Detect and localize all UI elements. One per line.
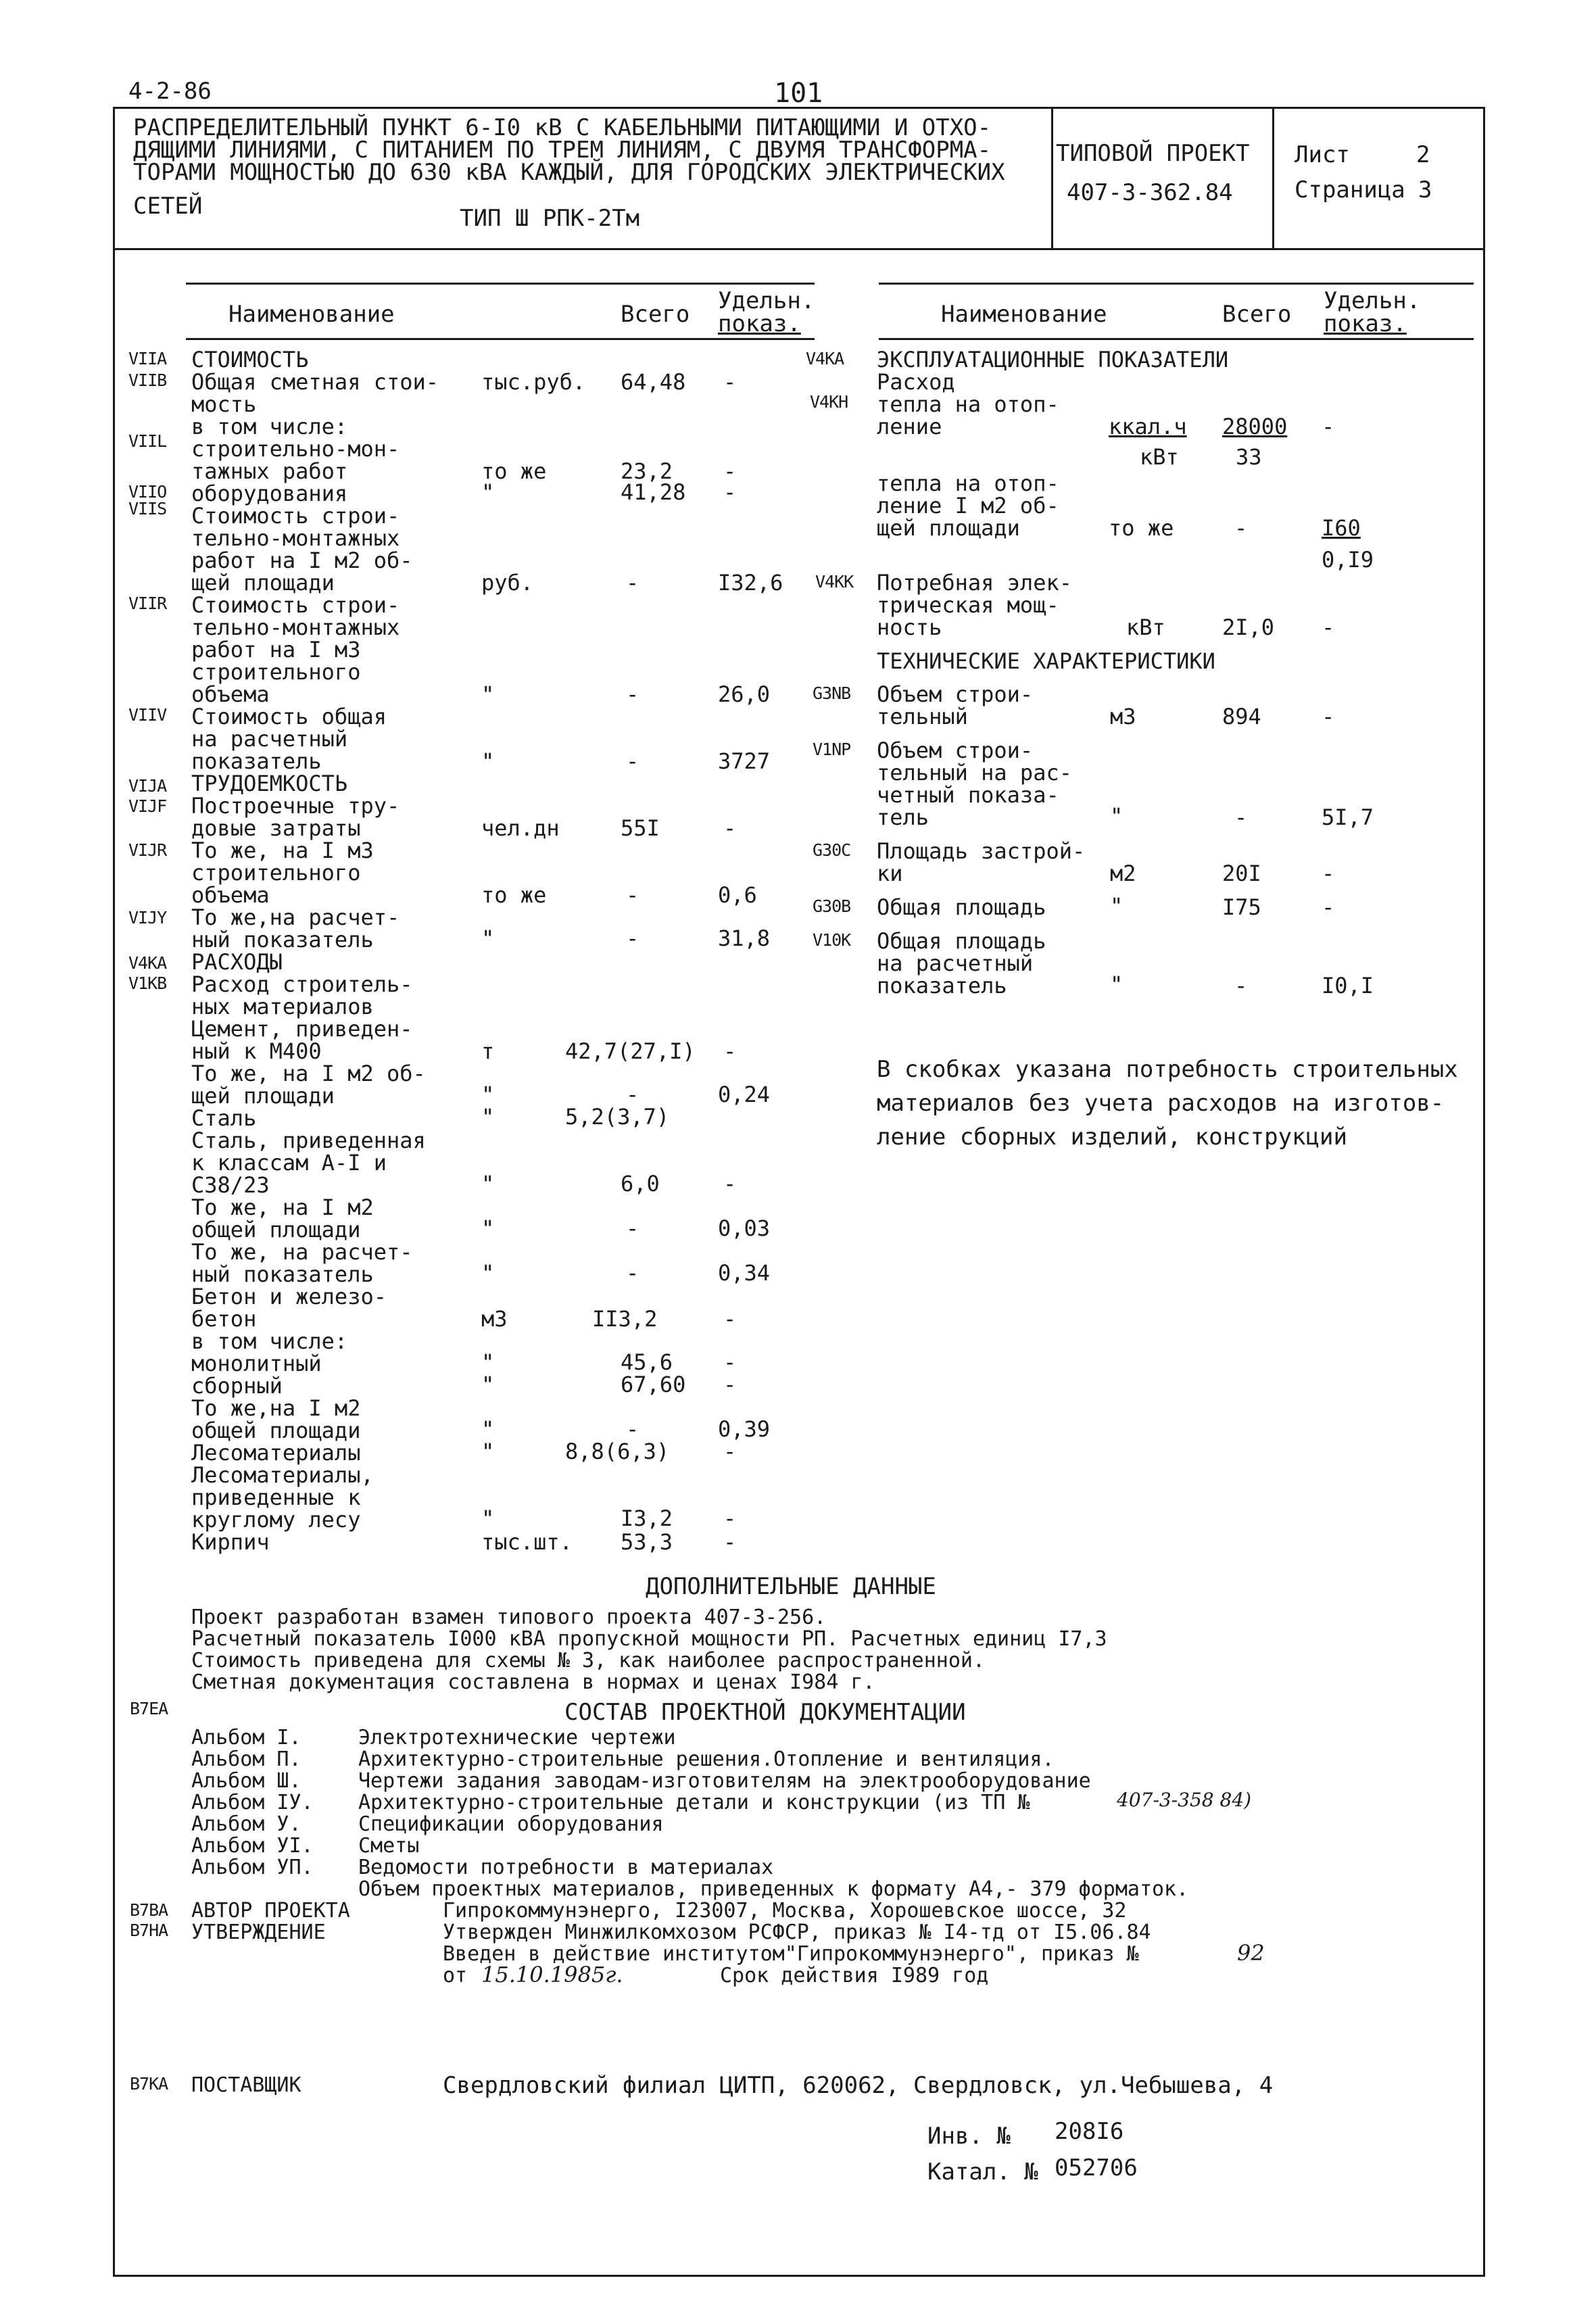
- album-label: Альбом Ш.: [191, 1769, 301, 1793]
- row-unit: ": [481, 1416, 495, 1442]
- row-unit: то же: [1109, 515, 1174, 541]
- row-total: -: [626, 925, 639, 951]
- row-name: Площадь застрой-: [877, 838, 1086, 864]
- row-name: оборудования: [191, 481, 348, 506]
- row-name: ный показатель: [191, 927, 374, 952]
- row-code: VIIB: [128, 370, 167, 390]
- row-specific: 3727: [718, 748, 771, 774]
- row-name: РАСХОДЫ: [191, 949, 283, 975]
- row-name: тельный на рас-: [877, 760, 1072, 786]
- row-name: То же, на расчет-: [191, 1239, 413, 1265]
- row-name: бетон: [191, 1306, 257, 1332]
- row-name: в том числе:: [191, 1328, 348, 1354]
- row-total: -: [626, 681, 639, 707]
- row-specific: 0,I9: [1322, 547, 1374, 573]
- approval-label: УТВЕРЖДЕНИЕ: [191, 1921, 326, 1944]
- row-name: Объем строи-: [877, 681, 1034, 707]
- corner-code: 4-2-86: [128, 78, 212, 105]
- row-name: Объем строи-: [877, 738, 1034, 763]
- album-label: Альбом УI.: [191, 1834, 314, 1858]
- row-name: ление: [877, 414, 942, 439]
- header-divider: [113, 248, 1485, 250]
- additional-line: Стоимость приведена для схемы № 3, как наиболее распространенной.: [191, 1649, 985, 1672]
- row-name: тельно-монтажных: [191, 614, 400, 640]
- inv-value: 208I6: [1055, 2118, 1124, 2145]
- row-name: показатель: [191, 748, 322, 774]
- supplier-code: B7KA: [130, 2074, 168, 2094]
- row-unit: ": [481, 1104, 495, 1130]
- sheet-value: 2: [1416, 141, 1430, 168]
- row-code: VIIV: [128, 705, 167, 725]
- row-unit: м2: [1110, 861, 1136, 886]
- row-total: 894: [1222, 704, 1261, 729]
- row-name: То же, на I м2: [191, 1195, 374, 1220]
- row-name: монолитный: [191, 1351, 322, 1376]
- row-total: 6,0: [621, 1171, 660, 1197]
- row-total: 23,2: [621, 458, 673, 484]
- row-name: ТЕХНИЧЕСКИЕ ХАРАКТЕРИСТИКИ: [877, 648, 1215, 674]
- row-unit: ": [481, 925, 495, 951]
- row-total: 33: [1236, 444, 1262, 470]
- row-name: общей площади: [191, 1217, 361, 1243]
- left-header-specific: показ.: [718, 310, 801, 337]
- row-unit: ": [481, 1082, 495, 1107]
- row-specific: I60: [1322, 515, 1361, 541]
- row-specific: 0,34: [718, 1260, 771, 1286]
- author-text: Гипрокоммунэнерго, I23007, Москва, Хорошевское шоссе, 32: [443, 1899, 1127, 1923]
- additional-line: Расчетный показатель I000 кВА пропускной мощности РП. Расчетных единиц I7,3: [191, 1627, 1107, 1651]
- row-name: Общая сметная стои-: [191, 369, 439, 395]
- album-text: Ведомости потребности в материалах: [358, 1856, 774, 1879]
- row-unit: ": [1110, 803, 1123, 829]
- album-text: Чертежи задания заводам-изготовителям на электрооборудование: [358, 1769, 1091, 1793]
- row-name: Построечные тру-: [191, 793, 400, 819]
- row-code: V1NP: [813, 740, 851, 759]
- row-specific: -: [723, 369, 737, 395]
- row-specific: -: [723, 1349, 737, 1375]
- row-unit: тыс.шт.: [481, 1529, 573, 1555]
- row-total: -: [1234, 973, 1248, 998]
- album-text: Электротехнические чертежи: [358, 1726, 676, 1750]
- row-specific: -: [723, 1505, 737, 1531]
- author-label: АВТОР ПРОЕКТА: [191, 1899, 350, 1923]
- row-name: приведенные к: [191, 1485, 361, 1510]
- row-specific: -: [1322, 614, 1335, 640]
- row-name: ление I м2 об-: [877, 493, 1059, 518]
- validity: Срок действия I989 год: [720, 1964, 989, 1987]
- row-name: Расход: [877, 369, 955, 395]
- approval-line: Утвержден Минжилкомхозом РСФСР, приказ № I4-тд от I5.06.84: [443, 1921, 1151, 1944]
- row-total: 53,3: [621, 1529, 673, 1555]
- row-code: VIIA: [128, 349, 167, 368]
- row-name: тепла на отоп-: [877, 391, 1059, 417]
- header-vdivider-1: [1051, 107, 1053, 249]
- note-line: ление сборных изделий, конструкций: [877, 1124, 1347, 1151]
- row-total: 8,8(6,3): [565, 1439, 670, 1464]
- row-name: Общая площадь: [877, 928, 1046, 954]
- row-name: на расчетный: [191, 726, 348, 752]
- row-unit: ": [481, 1171, 495, 1197]
- supplier-label: ПОСТАВЩИК: [191, 2073, 301, 2097]
- row-name: на расчетный: [877, 950, 1034, 976]
- row-name: тажных работ: [191, 458, 348, 484]
- row-code: VIIL: [128, 431, 167, 451]
- row-unit: кВт: [1126, 614, 1165, 640]
- note-line: В скобках указана потребность строительных: [877, 1056, 1458, 1083]
- row-unit: ": [1110, 971, 1123, 997]
- row-total: 41,28: [621, 479, 686, 505]
- row-unit: ": [481, 1372, 495, 1397]
- row-specific: -: [723, 1038, 737, 1064]
- row-code: VIJF: [128, 796, 167, 816]
- album-label: Альбом IУ.: [191, 1791, 314, 1814]
- row-name: Потребная элек-: [877, 570, 1072, 596]
- row-unit: то же: [481, 458, 547, 484]
- header-vdivider-2: [1272, 107, 1274, 249]
- row-code: VIJA: [128, 776, 167, 796]
- row-name: То же, на I м2 об-: [191, 1061, 426, 1086]
- row-code: G30C: [813, 840, 851, 860]
- row-specific: -: [1322, 704, 1335, 729]
- docs-heading: СОСТАВ ПРОЕКТНОЙ ДОКУМЕНТАЦИИ: [564, 1699, 966, 1726]
- row-name: ТРУДОЕМКОСТЬ: [191, 771, 348, 796]
- row-total: 64,48: [621, 369, 686, 395]
- row-name: Стоимость строи-: [191, 503, 400, 529]
- row-unit: ккал.ч: [1109, 414, 1187, 439]
- row-name: к классам А-I и: [191, 1150, 387, 1176]
- row-name: общей площади: [191, 1418, 361, 1443]
- row-name: трическая мощ-: [877, 592, 1059, 618]
- row-specific: 0,03: [718, 1215, 771, 1241]
- row-name: Стоимость строи-: [191, 592, 400, 618]
- left-table-top-rule: [186, 283, 815, 285]
- row-unit: ": [481, 1215, 495, 1241]
- docs-code: B7EA: [130, 1699, 168, 1718]
- row-name: Общая площадь: [877, 894, 1046, 920]
- row-name: в том числе:: [191, 414, 348, 439]
- row-total: -: [626, 1215, 639, 1241]
- row-name: четный показа-: [877, 782, 1059, 808]
- row-specific: 26,0: [718, 681, 771, 707]
- right-header-name: Наименование: [941, 301, 1107, 328]
- row-total: I3,2: [621, 1505, 673, 1531]
- row-code: G3NB: [813, 683, 851, 703]
- catalog-value: 052706: [1055, 2154, 1138, 2181]
- row-name: Стоимость общая: [191, 704, 387, 729]
- header-title-line: ДЯЩИМИ ЛИНИЯМИ, С ПИТАНИЕМ ПО ТРЕМ ЛИНИЯМ, С ДВУМЯ ТРАНСФОРМА-: [133, 137, 992, 164]
- right-table-top-rule: [879, 283, 1474, 285]
- row-specific: -: [1322, 861, 1335, 886]
- row-total: I75: [1222, 894, 1261, 920]
- row-code: G30B: [813, 896, 851, 916]
- row-name: Сталь: [191, 1105, 257, 1131]
- row-name: тепла на отоп-: [877, 471, 1059, 496]
- row-name: объема: [191, 681, 270, 707]
- row-code: V10K: [813, 930, 851, 950]
- row-name: Расход строитель-: [191, 971, 413, 997]
- header-title-line: РАСПРЕДЕЛИТЕЛЬНЫЙ ПУНКТ 6-I0 кВ С КАБЕЛЬНЫМИ ПИТАЮЩИМИ И ОТХО-: [133, 114, 992, 141]
- row-code: VIIS: [128, 499, 167, 518]
- row-name: ный к М400: [191, 1038, 322, 1064]
- catalog-label: Катал. №: [927, 2158, 1038, 2186]
- left-table-header-rule: [186, 338, 815, 340]
- row-specific: -: [723, 479, 737, 505]
- approval-date-handwritten: 15.10.1985г.: [481, 1962, 623, 1987]
- row-specific: -: [723, 1529, 737, 1555]
- row-specific: -: [723, 1171, 737, 1197]
- page-label: Страница: [1295, 176, 1405, 203]
- row-unit: ": [481, 479, 495, 505]
- additional-line: Проект разработан взамен типового проекта 407-3-256.: [191, 1606, 827, 1629]
- row-code: V4KA: [806, 349, 844, 368]
- row-total: -: [1234, 804, 1248, 830]
- left-header-name: Наименование: [228, 301, 395, 328]
- row-specific: -: [723, 458, 737, 484]
- row-name: Сталь, приведенная: [191, 1128, 426, 1153]
- right-header-specific: Удельн.: [1324, 287, 1421, 314]
- row-total: 45,6: [621, 1349, 673, 1375]
- album-label: Альбом П.: [191, 1747, 301, 1771]
- row-unit: м3: [481, 1306, 508, 1332]
- row-name: С38/23: [191, 1172, 270, 1198]
- approval-code: B7HA: [130, 1921, 168, 1940]
- album-text: Архитектурно-строительные детали и конструкции (из ТП №: [358, 1791, 1030, 1814]
- album-text: Сметы: [358, 1834, 420, 1858]
- row-unit: т: [481, 1038, 495, 1064]
- volume-line: Объем проектных материалов, приведенных к формату А4,- 379 форматок.: [358, 1877, 1189, 1901]
- row-unit: ": [481, 681, 495, 707]
- author-code: B7BA: [130, 1900, 168, 1920]
- row-name: Бетон и железо-: [191, 1284, 387, 1309]
- right-header-specific: показ.: [1324, 310, 1407, 337]
- row-total: -: [1234, 515, 1248, 541]
- page-value: 3: [1418, 176, 1432, 203]
- row-name: То же,на расчет-: [191, 904, 400, 930]
- row-specific: 0,24: [718, 1082, 771, 1107]
- row-name: строительно-мон-: [191, 436, 400, 462]
- row-code: VIIO: [128, 482, 167, 502]
- row-total: -: [626, 882, 639, 908]
- page-number: 101: [774, 78, 823, 109]
- row-total: II3,2: [592, 1306, 658, 1332]
- sheet-label: Лист: [1295, 141, 1350, 168]
- row-unit: то же: [481, 882, 547, 908]
- row-specific: 5I,7: [1322, 804, 1374, 830]
- row-total: 55I: [621, 815, 660, 841]
- header-title-line: ТОРАМИ МОЩНОСТЬЮ ДО 630 кВА КАЖДЫЙ, ДЛЯ ГОРОДСКИХ ЭЛЕКТРИЧЕСКИХ: [133, 159, 1005, 186]
- row-unit: м3: [1110, 704, 1136, 729]
- row-total: -: [626, 570, 639, 596]
- project-label: ТИПОВОЙ ПРОЕКТ: [1056, 140, 1250, 167]
- row-name: То же,на I м2: [191, 1395, 361, 1421]
- row-unit: ": [481, 1349, 495, 1375]
- row-total: -: [626, 748, 639, 774]
- row-specific: -: [723, 1372, 737, 1397]
- row-specific: -: [723, 1306, 737, 1332]
- approval-order-handwritten: 92: [1237, 1940, 1265, 1966]
- row-total: 2I,0: [1222, 614, 1275, 640]
- row-unit: ": [1110, 893, 1123, 919]
- row-code: V1KB: [128, 973, 167, 993]
- row-name: СТОИМОСТЬ: [191, 347, 309, 372]
- row-unit: чел.дн: [481, 815, 560, 841]
- approval-date-prefix: от: [443, 1964, 468, 1987]
- row-specific: I0,I: [1322, 973, 1374, 998]
- row-name: мость: [191, 391, 257, 417]
- inv-label: Инв. №: [927, 2123, 1011, 2150]
- row-unit: ": [481, 748, 495, 774]
- row-code: VIJR: [128, 840, 167, 860]
- row-unit: кВт: [1140, 444, 1179, 470]
- row-name: довые затраты: [191, 815, 361, 841]
- row-specific: 0,6: [718, 882, 757, 908]
- row-specific: -: [723, 1439, 737, 1464]
- row-name: щей площади: [191, 1083, 335, 1109]
- row-total: -: [626, 1416, 639, 1442]
- row-specific: -: [1322, 894, 1335, 920]
- row-name: ный показатель: [191, 1261, 374, 1287]
- row-name: Цемент, приведен-: [191, 1016, 413, 1042]
- row-unit: ": [481, 1505, 495, 1531]
- row-name: То же, на I м3: [191, 838, 374, 863]
- row-name: щей площади: [877, 515, 1020, 541]
- project-number: 407-3-362.84: [1067, 179, 1233, 206]
- row-unit: ": [481, 1260, 495, 1286]
- row-name: Лесоматериалы: [191, 1440, 361, 1466]
- additional-heading: ДОПОЛНИТЕЛЬНЫЕ ДАННЫЕ: [646, 1573, 936, 1600]
- row-name: щей площади: [191, 570, 335, 596]
- row-name: ки: [877, 861, 903, 886]
- row-total: 67,60: [621, 1372, 686, 1397]
- row-code: V4KK: [815, 572, 854, 592]
- row-unit: тыс.руб.: [481, 369, 586, 395]
- row-total: 20I: [1222, 861, 1261, 886]
- left-header-total: Всего: [621, 301, 690, 328]
- row-total: 28000: [1222, 414, 1288, 439]
- row-name: ЭКСПЛУАТАЦИОННЫЕ ПОКАЗАТЕЛИ: [877, 347, 1229, 372]
- row-name: строительного: [191, 659, 361, 685]
- row-name: объема: [191, 882, 270, 908]
- album-label: Альбом У.: [191, 1812, 301, 1836]
- row-code: VIIR: [128, 594, 167, 613]
- row-name: ность: [877, 614, 942, 640]
- row-specific: -: [1322, 414, 1335, 439]
- right-header-total: Всего: [1222, 301, 1292, 328]
- row-code: V4KA: [128, 953, 167, 973]
- album-label: Альбом I.: [191, 1726, 301, 1750]
- row-total: 5,2(3,7): [565, 1104, 670, 1130]
- row-specific: 31,8: [718, 925, 771, 951]
- supplier-text: Свердловский филиал ЦИТП, 620062, Свердловск, ул.Чебышева, 4: [443, 2072, 1274, 2099]
- row-specific: I32,6: [718, 570, 783, 596]
- row-name: Кирпич: [191, 1529, 270, 1555]
- row-name: тельно-монтажных: [191, 525, 400, 551]
- left-header-specific: Удельн.: [718, 287, 815, 314]
- type-label: ТИП Ш РПК-2Тм: [460, 205, 640, 232]
- row-total: -: [626, 1260, 639, 1286]
- row-unit: руб.: [481, 570, 534, 596]
- row-name: тель: [877, 804, 929, 830]
- album-iv-handwritten: 407-3-358 84): [1117, 1789, 1252, 1811]
- row-name: Лесоматериалы,: [191, 1462, 374, 1488]
- album-label: Альбом УП.: [191, 1856, 314, 1879]
- right-table-header-rule: [879, 338, 1474, 340]
- row-code: V4KH: [810, 392, 848, 412]
- row-name: работ на I м3: [191, 637, 361, 662]
- row-name: круглому лесу: [191, 1507, 361, 1533]
- row-unit: ": [481, 1439, 495, 1464]
- approval-line: Введен в действие институтом"Гипрокоммунэнерго", приказ №: [443, 1942, 1139, 1966]
- album-text: Архитектурно-строительные решения.Отопление и вентиляция.: [358, 1747, 1055, 1771]
- row-specific: -: [723, 815, 737, 841]
- additional-line: Сметная документация составлена в нормах и ценах I984 г.: [191, 1670, 875, 1694]
- note-line: материалов без учета расходов на изготов-: [877, 1090, 1445, 1117]
- row-name: работ на I м2 об-: [191, 548, 413, 573]
- album-text: Спецификации оборудования: [358, 1812, 664, 1836]
- row-total: 42,7(27,I): [565, 1038, 696, 1064]
- row-code: VIJY: [128, 908, 167, 927]
- row-name: строительного: [191, 860, 361, 886]
- header-title-line: СЕТЕЙ: [133, 193, 203, 220]
- row-name: сборный: [191, 1373, 283, 1399]
- row-name: показатель: [877, 973, 1007, 998]
- row-name: тельный: [877, 704, 968, 729]
- row-total: -: [626, 1082, 639, 1107]
- row-name: ных материалов: [191, 994, 374, 1019]
- row-specific: 0,39: [718, 1416, 771, 1442]
